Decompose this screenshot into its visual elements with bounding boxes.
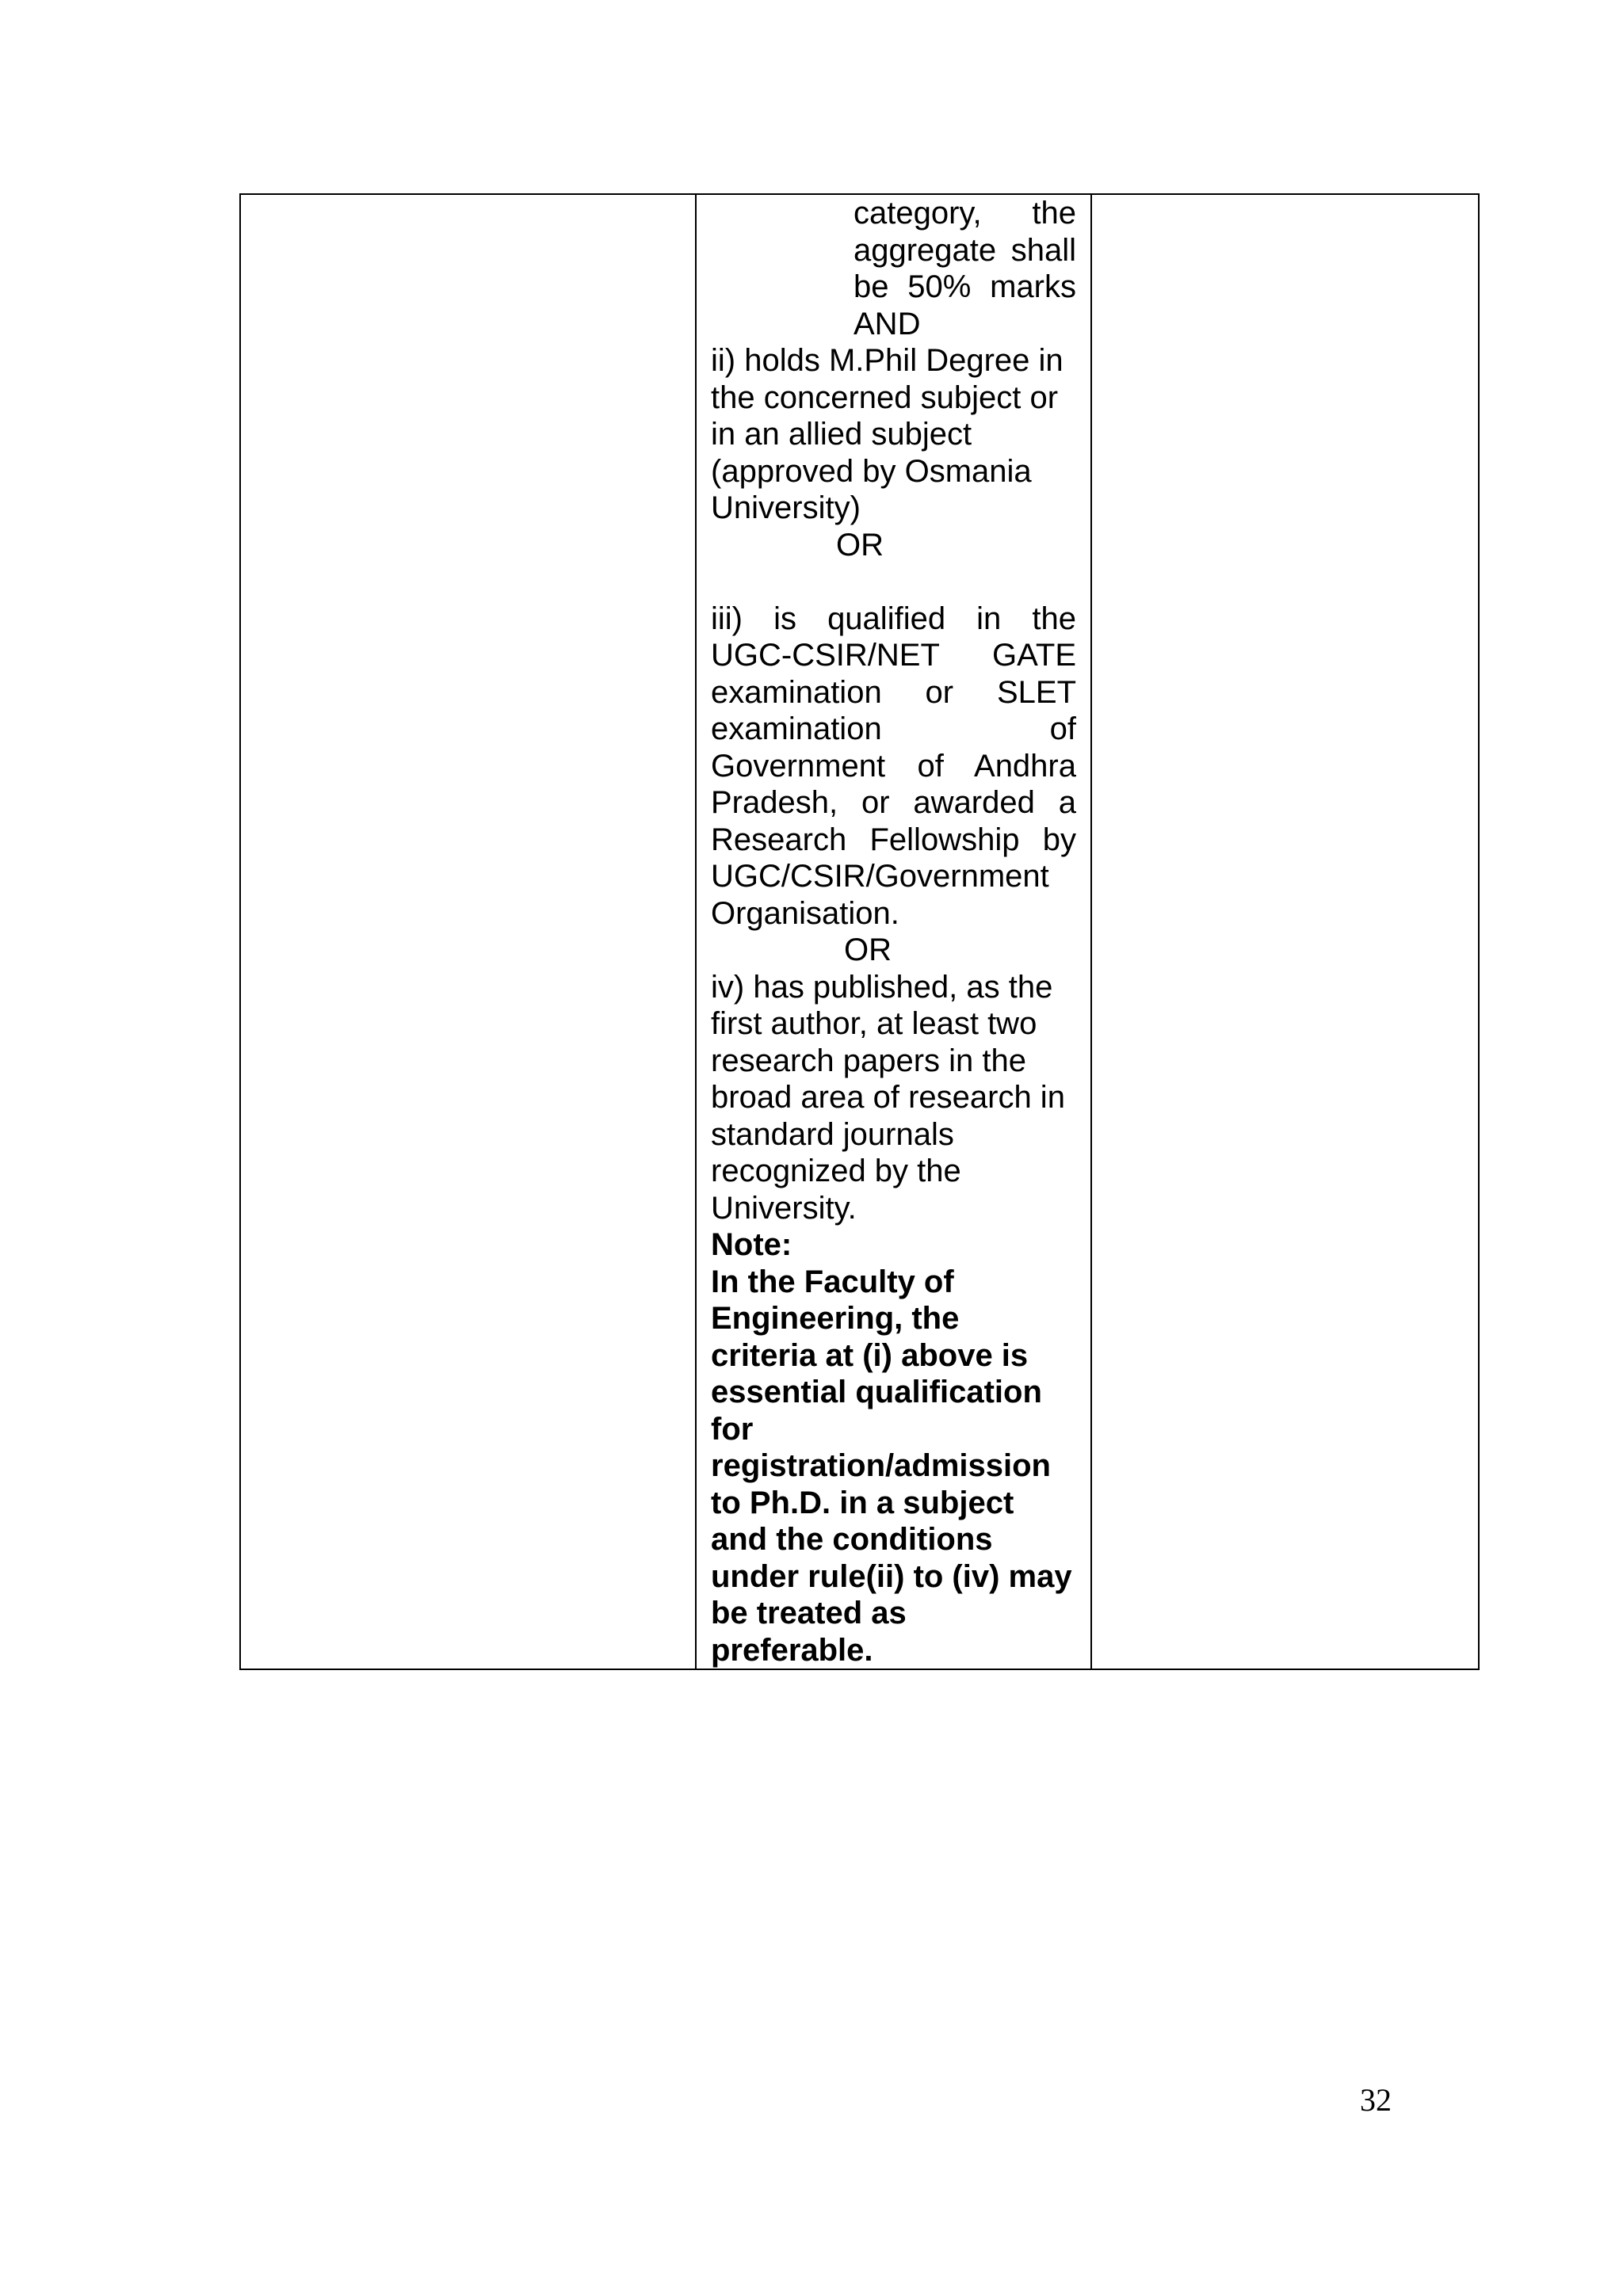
rule-iii-line: Pradesh, or awarded a bbox=[711, 785, 1076, 820]
middle-cell bbox=[696, 194, 1091, 1669]
rule-ii-line: (approved by Osmania bbox=[711, 453, 1032, 489]
rule-iii-line: examination or SLET bbox=[711, 674, 1076, 710]
word: the bbox=[1032, 196, 1076, 231]
word: shall bbox=[1010, 232, 1076, 268]
continuation-line bbox=[711, 195, 1076, 232]
rule-iii-line: Research Fellowship by bbox=[711, 822, 1076, 857]
word: marks bbox=[990, 269, 1076, 304]
note-line: under rule(ii) to (iv) may bbox=[711, 1558, 1072, 1594]
rule-iii-line: Government of Andhra bbox=[711, 748, 1076, 784]
rule-iii-line: iii) is qualified in the bbox=[711, 601, 1076, 636]
rule-ii-line: the concerned subject or bbox=[711, 379, 1059, 415]
continuation-line bbox=[711, 232, 1076, 269]
note-line: Engineering, the bbox=[711, 1301, 960, 1336]
rule-iv-line: research papers in the bbox=[711, 1043, 1027, 1078]
rule-iv-line: broad area of research in bbox=[711, 1080, 1065, 1115]
note-line: preferable. bbox=[711, 1632, 873, 1668]
note-line: to Ph.D. in a subject bbox=[711, 1485, 1014, 1520]
note-line: essential qualification bbox=[711, 1375, 1042, 1409]
rule-iv-line: standard journals bbox=[711, 1116, 954, 1152]
rule-iv-line: University. bbox=[711, 1190, 857, 1226]
or-label: OR bbox=[836, 527, 884, 563]
eligibility-text bbox=[697, 195, 1090, 1669]
document-table bbox=[239, 193, 1480, 1670]
rule-iii-line: Organisation. bbox=[711, 895, 899, 931]
word: aggregate bbox=[854, 232, 997, 268]
note-line: In the Faculty of bbox=[711, 1264, 954, 1299]
left-cell bbox=[240, 194, 696, 1669]
word: category, bbox=[854, 196, 982, 231]
rule-iii-line: examination of bbox=[711, 711, 1076, 746]
rule-iii-line: UGC/CSIR/Government bbox=[711, 859, 1049, 894]
rule-iii-line: UGC-CSIR/NET GATE bbox=[711, 638, 1076, 673]
rule-ii-line: in an allied subject bbox=[711, 417, 972, 452]
continuation-line bbox=[711, 269, 1076, 306]
page-number: 32 bbox=[1360, 2082, 1392, 2118]
word: 50% bbox=[907, 269, 972, 304]
rule-iv-line: first author, at least two bbox=[711, 1006, 1037, 1041]
or-label: OR bbox=[844, 933, 892, 967]
rule-ii-line: ii) holds M.Phil Degree in bbox=[711, 343, 1064, 378]
rule-iv-line: iv) has published, as the bbox=[711, 969, 1053, 1005]
note-line: criteria at (i) above is bbox=[711, 1337, 1029, 1373]
rule-iv-line: recognized by the bbox=[711, 1154, 961, 1188]
blank-line bbox=[711, 563, 1076, 601]
note-heading: Note: bbox=[711, 1227, 792, 1262]
table-row bbox=[240, 194, 1479, 1669]
note-line: and the conditions bbox=[711, 1522, 993, 1557]
note-line: registration/admission bbox=[711, 1448, 1051, 1483]
note-line: be treated as bbox=[711, 1596, 907, 1630]
note-line: for bbox=[711, 1411, 754, 1447]
word: be bbox=[854, 269, 889, 304]
rule-ii-line: University) bbox=[711, 490, 861, 525]
and-label: AND bbox=[854, 306, 921, 341]
right-cell bbox=[1091, 194, 1479, 1669]
